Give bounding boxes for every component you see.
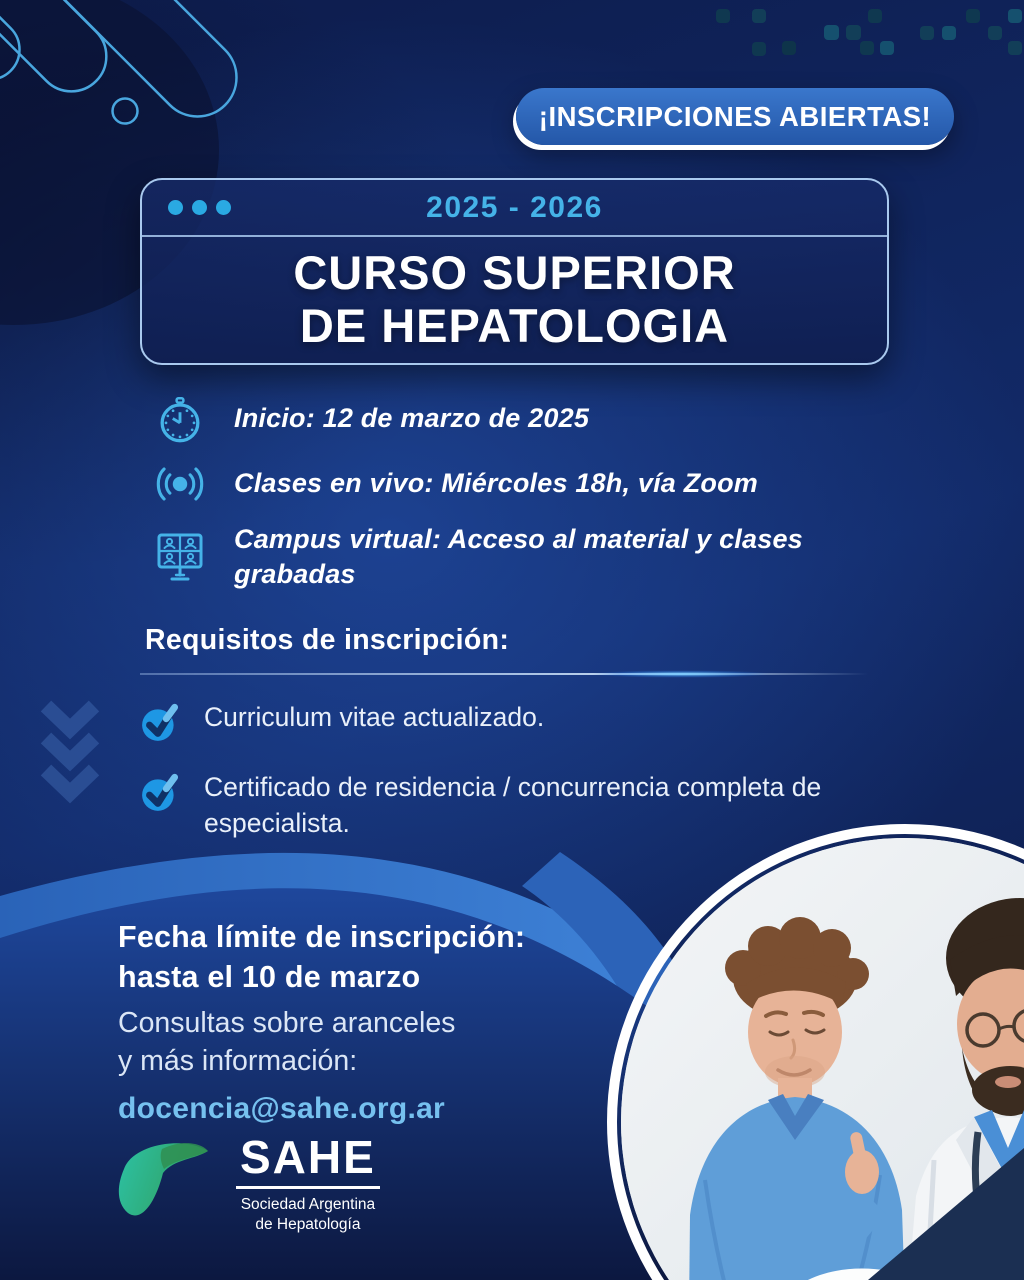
list-item-label: Campus virtual: Acceso al material y clases grabadas [234,524,803,590]
course-period: 2025 - 2026 [426,190,603,224]
divider-line [140,673,868,675]
live-broadcast-icon [152,457,208,511]
contact-email: docencia@sahe.org.ar [118,1092,446,1126]
list-item-virtual-campus [152,522,872,592]
requirement-label: Certificado de residencia / concurrencia completa de especialista. [204,772,822,838]
course-title [142,237,887,363]
logo-subtitle-line1: Sociedad Argentina [240,1196,376,1213]
window-title-bar [142,180,887,237]
contact-line2: y más información: [118,1045,358,1078]
requirement-label: Curriculum vitae actualizado. [204,702,545,732]
requirement-item-cv [140,700,544,744]
requirements-heading: Requisitos de inscripción: [145,624,510,656]
list-item-live-classes [152,457,872,511]
course-title-card [140,178,889,365]
logo-acronym: SAHE [236,1134,380,1189]
open-enrollment-badge [516,88,954,145]
virtual-campus-icon [152,526,208,588]
check-icon [140,702,184,744]
sahe-logo [110,1131,380,1235]
check-icon [140,772,184,814]
list-item-label: Inicio: 12 de marzo de 2025 [234,403,590,434]
contact-line1: Consultas sobre aranceles [118,1007,456,1039]
deadline-line1: Fecha límite de inscripción: [118,920,526,954]
course-info-list [152,392,872,592]
logo-subtitle [241,1195,375,1235]
contact-block [118,1004,455,1130]
flare-glow [562,669,802,679]
logo-subtitle-line2: de Hepatología [255,1216,361,1234]
list-item-label: Clases en vivo: Miércoles 18h, vía Zoom [234,468,759,499]
deadline-text [118,918,525,997]
logo-text [236,1131,380,1235]
course-title-line1: CURSO SUPERIOR [293,246,736,300]
badge-label: ¡INSCRIPCIONES ABIERTAS! [538,100,932,132]
list-item-start-date [152,392,872,446]
stopwatch-icon [152,392,208,446]
liver-icon [110,1135,222,1235]
requirement-item-certificate [140,770,824,841]
deadline-line2: hasta el 10 de marzo [118,959,421,994]
course-title-line2: DE HEPATOLOGIA [299,299,730,352]
